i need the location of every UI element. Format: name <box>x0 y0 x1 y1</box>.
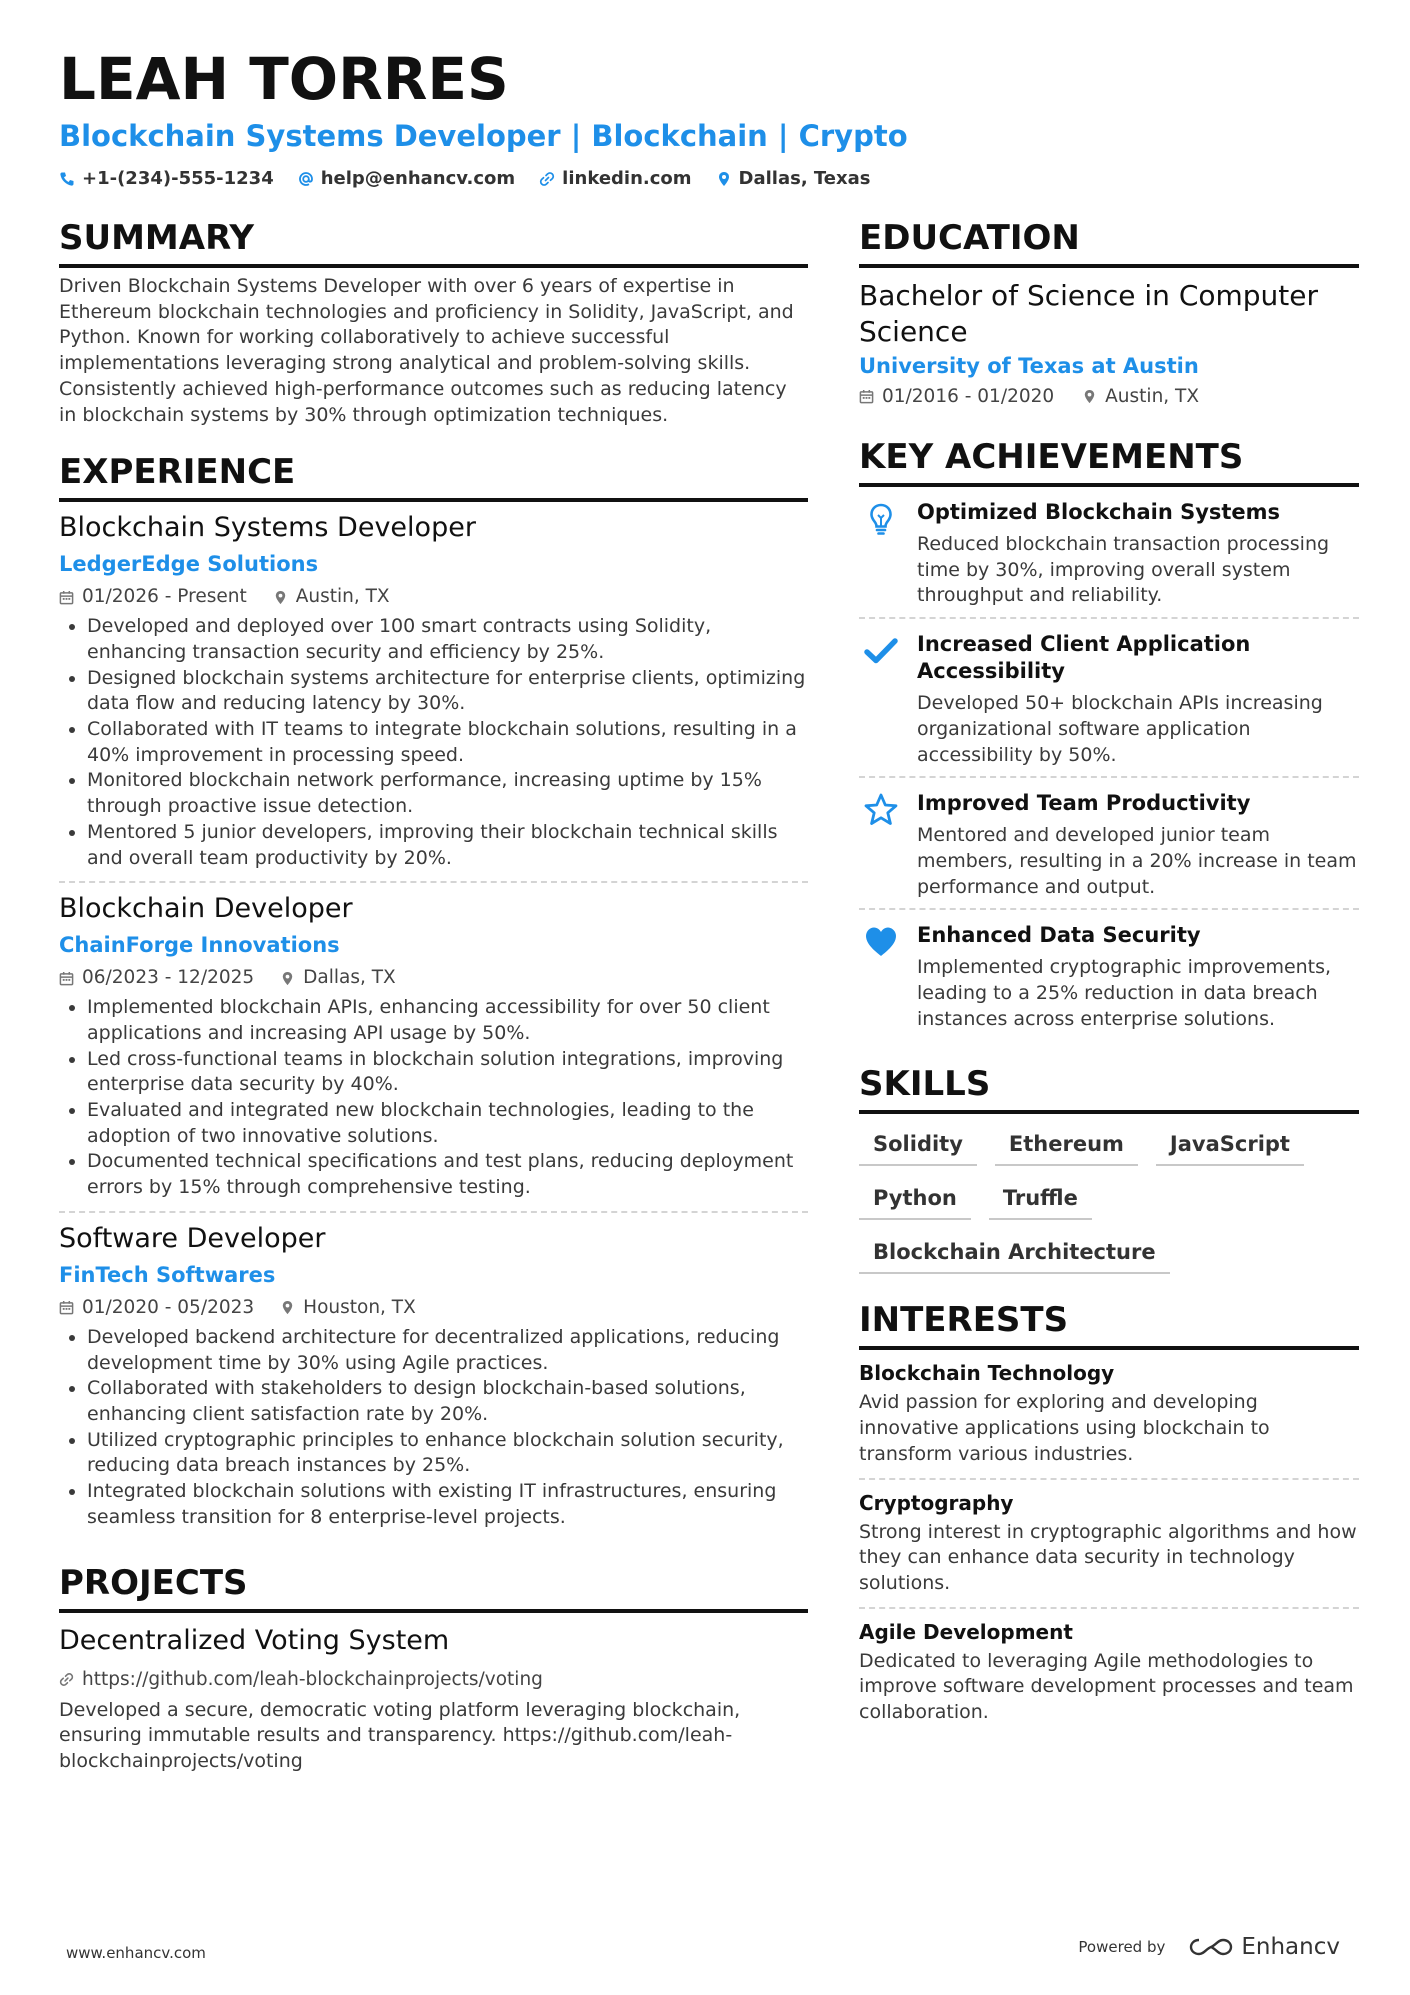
bullet: • Implemented blockchain APIs, enhancing accessibility for over 50 client applications and increasing API usage by 50%. <box>87 995 808 1046</box>
contact-location <box>716 168 871 189</box>
achievement-item <box>859 619 1359 778</box>
skills-title: SKILLS <box>859 1064 1359 1114</box>
achievement-title: Improved Team Productivity <box>917 791 1251 816</box>
bullet: • Evaluated and integrated new blockchain technologies, leading to the adoption of two innovative solutions. <box>87 1098 808 1149</box>
calendar-icon <box>59 971 74 986</box>
headline: Blockchain Systems Developer | Blockchain | Crypto <box>59 119 908 153</box>
interest-item <box>859 1480 1359 1609</box>
interests-title: INTERESTS <box>859 1300 1359 1350</box>
job-location <box>280 1295 416 1321</box>
job-title: Blockchain Developer <box>59 893 353 925</box>
linkedin-text: linkedin.com <box>562 168 692 189</box>
experience-title: EXPERIENCE <box>59 452 808 502</box>
achievement-title: Enhanced Data Security <box>917 923 1201 948</box>
left-column <box>59 218 808 1775</box>
heart-icon <box>863 924 899 960</box>
at-icon <box>298 171 314 187</box>
job-bullets <box>59 614 808 871</box>
bullet: • Developed backend architecture for decentralized applications, reducing development time by 30% using Agile practices. <box>87 1325 808 1376</box>
projects-section <box>59 1563 808 1775</box>
achievement-description: Developed 50+ blockchain APIs increasing organizational software application accessibility by 50%. <box>917 692 1323 766</box>
interests-section <box>859 1300 1359 1735</box>
job-dates-text: 06/2023 - 12/2025 <box>82 967 255 989</box>
bullet: • Collaborated with stakeholders to design blockchain-based solutions, enhancing client satisfaction rate by 20%. <box>87 1376 808 1427</box>
interest-item <box>859 1609 1359 1736</box>
job-location-text: Austin, TX <box>295 586 390 608</box>
job-entry <box>59 1213 808 1541</box>
skill-tag: Solidity <box>859 1126 977 1166</box>
project-link-text: https://github.com/leah-blockchainprojects/voting <box>82 1668 543 1690</box>
achievement-item <box>859 910 1359 1040</box>
bullet: • Collaborated with IT teams to integrate blockchain solutions, resulting in a 40% improvement in processing speed. <box>87 717 808 768</box>
right-column <box>859 218 1359 1736</box>
achievement-title: Increased Client Application Accessibility <box>917 632 1251 684</box>
job-entry <box>59 502 808 883</box>
company-name: FinTech Softwares <box>59 1262 276 1287</box>
skill-tag: JavaScript <box>1156 1126 1304 1166</box>
bullet: • Utilized cryptographic principles to enhance blockchain solution security, reducing data breach instances by 25%. <box>87 1428 808 1479</box>
interest-title: Cryptography <box>859 1490 1014 1515</box>
company-name: ChainForge Innovations <box>59 933 340 958</box>
footer-branding <box>1078 1934 1340 1960</box>
projects-title: PROJECTS <box>59 1563 808 1613</box>
job-entry <box>59 883 808 1213</box>
bullet: • Mentored 5 junior developers, improving their blockchain technical skills and overall team productivity by 20%. <box>87 820 808 871</box>
footer-website[interactable]: www.enhancv.com <box>66 1944 206 1962</box>
project-link[interactable] <box>59 1669 808 1690</box>
phone-icon <box>59 171 75 187</box>
achievement-item <box>859 487 1359 619</box>
job-location-text: Houston, TX <box>303 1296 416 1318</box>
phone-text: +1-(234)-555-1234 <box>82 168 274 189</box>
bullet: • Documented technical specifications and test plans, reducing deployment errors by 15% through comprehensive testing. <box>87 1149 808 1200</box>
job-meta <box>59 584 808 610</box>
degree: Bachelor of Science in Computer Science <box>859 279 1319 348</box>
skill-tag: Python <box>859 1180 971 1220</box>
experience-section <box>59 452 808 1540</box>
location-pin-icon <box>280 971 295 986</box>
lightbulb-icon <box>863 501 899 537</box>
contact-linkedin[interactable] <box>539 168 691 189</box>
location-pin-icon <box>280 1300 295 1315</box>
location-pin-icon <box>716 171 732 187</box>
interest-title: Blockchain Technology <box>859 1361 1115 1386</box>
brand-name: Enhancv <box>1241 1934 1340 1960</box>
job-bullets <box>59 995 808 1201</box>
skill-tag: Truffle <box>989 1180 1092 1220</box>
education-meta <box>859 386 1359 407</box>
achievements-title: KEY ACHIEVEMENTS <box>859 437 1359 487</box>
education-location-text: Austin, TX <box>1105 386 1200 407</box>
interest-description: Avid passion for exploring and developing innovative applications using blockchain to transform various industries. <box>859 1391 1270 1465</box>
education-dates <box>859 386 1054 407</box>
job-location <box>273 584 390 610</box>
achievement-description: Implemented cryptographic improvements, leading to a 25% reduction in data breach instances across enterprise solutions. <box>917 956 1332 1030</box>
job-dates <box>59 1295 254 1321</box>
summary-text: Driven Blockchain Systems Developer with over 6 years of expertise in Ethereum blockchain technologies and proficiency in Solidity, JavaScript, and Python. Known for working collaboratively to achieve successful implementations leveraging strong analytical and problem-solving skills. Consistently achieved high-performance outcomes such as reducing latency in blockchain systems by 30% through optimization techniques. <box>59 275 794 426</box>
skill-tag: Ethereum <box>995 1126 1138 1166</box>
job-meta <box>59 1295 808 1321</box>
contact-bar <box>59 168 1359 189</box>
education-section <box>859 218 1359 407</box>
bullet: • Monitored blockchain network performance, increasing uptime by 15% through proactive issue detection. <box>87 768 808 819</box>
bullet: • Led cross-functional teams in blockchain solution integrations, improving enterprise data security by 40%. <box>87 1047 808 1098</box>
resume-header <box>59 44 1359 189</box>
location-text: Dallas, Texas <box>738 168 871 189</box>
job-dates <box>59 965 254 991</box>
company-name: LedgerEdge Solutions <box>59 552 319 577</box>
interest-description: Dedicated to leveraging Agile methodologies to improve software development processes and team collaboration. <box>859 1649 1354 1724</box>
calendar-icon <box>59 590 74 605</box>
job-title: Blockchain Systems Developer <box>59 512 476 544</box>
bullet: • Integrated blockchain solutions with existing IT infrastructures, ensuring seamless transition for 8 enterprise-level projects. <box>87 1479 808 1530</box>
link-icon <box>59 1672 74 1687</box>
email-text: help@enhancv.com <box>320 168 516 189</box>
contact-phone[interactable] <box>59 168 274 189</box>
enhancv-logo[interactable] <box>1189 1934 1340 1960</box>
education-dates-text: 01/2016 - 01/2020 <box>882 386 1055 407</box>
job-title: Software Developer <box>59 1222 326 1254</box>
calendar-icon <box>859 389 874 404</box>
achievements-section <box>859 437 1359 1040</box>
skills-section <box>859 1064 1359 1274</box>
bullet: • Developed and deployed over 100 smart contracts using Solidity, enhancing transaction security and efficiency by 25%. <box>87 614 808 665</box>
achievement-description: Reduced blockchain transaction processing time by 30%, improving overall system throughput and reliability. <box>917 533 1330 607</box>
contact-email[interactable] <box>298 168 515 189</box>
job-dates <box>59 584 247 610</box>
summary-title: SUMMARY <box>59 218 808 268</box>
interest-description: Strong interest in cryptographic algorithms and how they can enhance data security in technology solutions. <box>859 1520 1357 1594</box>
job-meta <box>59 965 808 991</box>
star-icon <box>863 792 899 828</box>
summary-section <box>59 218 808 428</box>
education-location <box>1082 386 1199 407</box>
job-bullets <box>59 1325 808 1531</box>
achievement-description: Mentored and developed junior team members, resulting in a 20% increase in team performance and output. <box>917 824 1357 898</box>
interest-title: Agile Development <box>859 1619 1073 1644</box>
calendar-icon <box>59 1300 74 1315</box>
location-pin-icon <box>273 590 288 605</box>
location-pin-icon <box>1082 389 1097 404</box>
education-title: EDUCATION <box>859 218 1359 268</box>
school-name: University of Texas at Austin <box>859 354 1199 378</box>
enhancv-logo-icon <box>1189 1936 1233 1958</box>
achievement-item <box>859 778 1359 910</box>
job-dates-text: 01/2020 - 05/2023 <box>82 1296 255 1318</box>
job-location-text: Dallas, TX <box>303 967 396 989</box>
interest-item <box>859 1350 1359 1479</box>
project-description: Developed a secure, democratic voting platform leveraging blockchain, ensuring immutable results and transparency. https://github.com/leah-blockchainprojects/voting <box>59 1698 741 1772</box>
bullet: • Designed blockchain systems architecture for enterprise clients, optimizing data flow and reducing latency by 30%. <box>87 666 808 717</box>
powered-by-label: Powered by <box>1078 1938 1166 1956</box>
checkmark-icon <box>863 633 899 669</box>
job-location <box>280 965 396 991</box>
project-title: Decentralized Voting System <box>59 1624 450 1656</box>
link-icon <box>539 171 555 187</box>
job-dates-text: 01/2026 - Present <box>82 586 247 608</box>
skills-list <box>859 1126 1359 1274</box>
skill-tag: Blockchain Architecture <box>859 1234 1170 1274</box>
achievement-title: Optimized Blockchain Systems <box>917 500 1281 524</box>
candidate-name: LEAH TORRES <box>59 45 509 113</box>
project-entry <box>59 1623 808 1775</box>
